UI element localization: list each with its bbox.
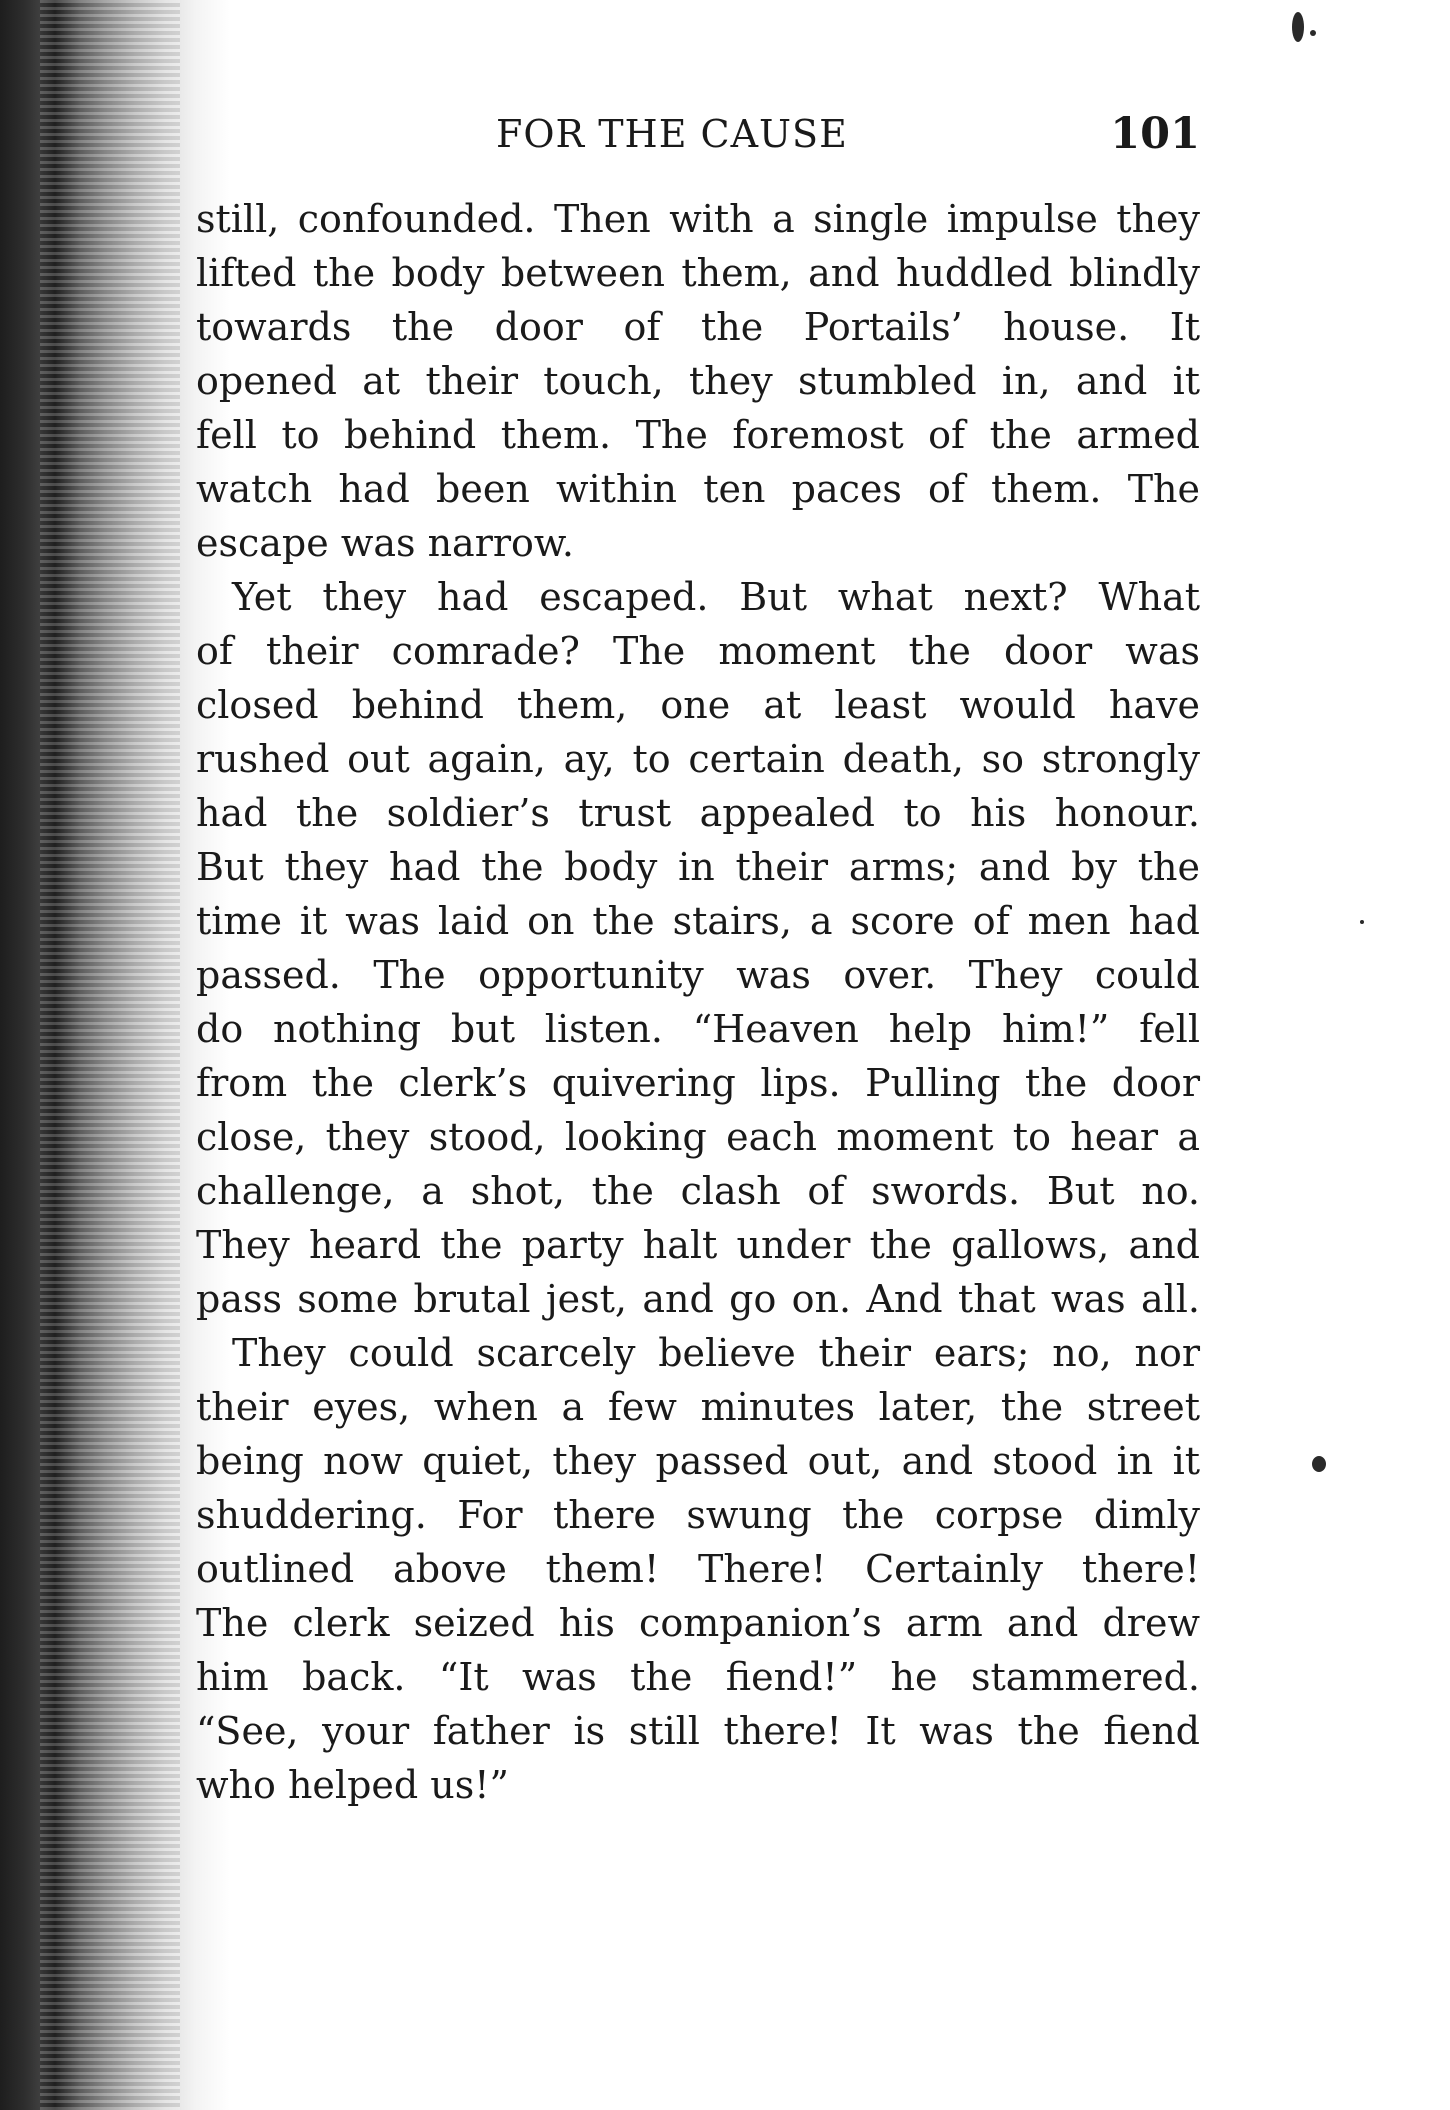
text-line: outlined above them! There! Certainly there! xyxy=(196,1547,1200,1591)
text-line: fell to behind them. The foremost of the armed xyxy=(196,413,1200,457)
text-line: still, confounded. Then with a single impulse they xyxy=(196,197,1200,241)
text-line: lifted the body between them, and huddled blindly xyxy=(196,251,1200,295)
text-line: The clerk seized his companion’s arm and drew xyxy=(196,1601,1200,1645)
running-title: FOR THE CAUSE xyxy=(496,112,848,156)
text-line: shuddering. For there swung the corpse dimly xyxy=(196,1493,1200,1537)
scan-gutter-texture xyxy=(40,0,180,2110)
scan-speck xyxy=(1312,1456,1326,1472)
text-line: who helped us!” xyxy=(196,1763,509,1807)
text-line: closed behind them, one at least would have xyxy=(196,683,1200,727)
text-line: escape was narrow. xyxy=(196,521,575,565)
text-line: “See, your father is still there! It was the fiend xyxy=(196,1709,1200,1753)
page-number: 101 xyxy=(1110,109,1200,159)
text-line: had the soldier’s trust appealed to his honour. xyxy=(196,791,1200,835)
text-line: But they had the body in their arms; and by the xyxy=(196,845,1200,889)
text-line: of their comrade? The moment the door was xyxy=(196,629,1200,673)
text-line: passed. The opportunity was over. They could xyxy=(196,953,1200,997)
text-line: pass some brutal jest, and go on. And that was all. xyxy=(196,1277,1200,1321)
text-line: from the clerk’s quivering lips. Pulling the door xyxy=(196,1061,1200,1105)
text-line: Yet they had escaped. But what next? What xyxy=(232,575,1200,619)
text-line: They heard the party halt under the gallows, and xyxy=(196,1223,1200,1267)
scan-speck xyxy=(1292,12,1304,42)
text-line: him back. “It was the fiend!” he stammered. xyxy=(196,1655,1200,1699)
text-line: opened at their touch, they stumbled in, and it xyxy=(196,359,1200,403)
body-text xyxy=(196,192,1200,1812)
text-line: being now quiet, they passed out, and stood in it xyxy=(196,1439,1200,1483)
scan-speck xyxy=(1360,920,1364,924)
text-line: time it was laid on the stairs, a score of men had xyxy=(196,899,1200,943)
text-line: They could scarcely believe their ears; no, nor xyxy=(232,1331,1200,1375)
text-line: their eyes, when a few minutes later, the street xyxy=(196,1385,1200,1429)
text-line: watch had been within ten paces of them. The xyxy=(196,467,1200,511)
text-line: close, they stood, looking each moment to hear a xyxy=(196,1115,1200,1159)
page-header xyxy=(196,109,1200,164)
text-line: towards the door of the Portails’ house. It xyxy=(196,305,1200,349)
text-line: rushed out again, ay, to certain death, so strongly xyxy=(196,737,1200,781)
text-line: do nothing but listen. “Heaven help him!” fell xyxy=(196,1007,1200,1051)
text-line: challenge, a shot, the clash of swords. But no. xyxy=(196,1169,1200,1213)
scan-speck xyxy=(1310,30,1316,36)
